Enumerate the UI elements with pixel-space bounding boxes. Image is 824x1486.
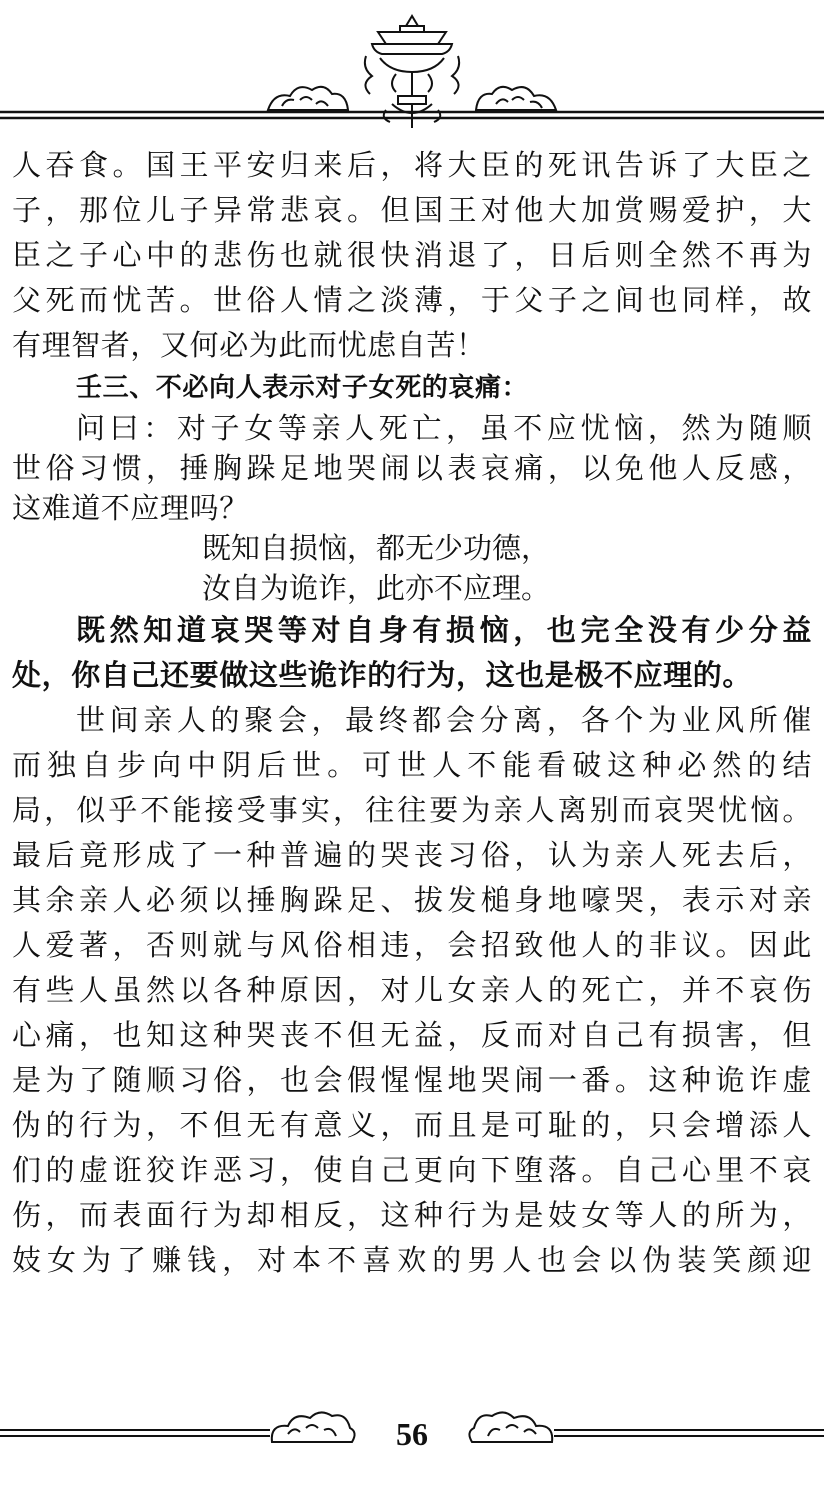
commentary-bold-line: 处，你自己还要做这些诡诈的行为，这也是极不应理的。 xyxy=(12,658,753,692)
verse-line: 汝自为诡诈，此亦不应理。 xyxy=(202,571,551,605)
verse-line: 既知自损恼，都无少功德， xyxy=(202,531,551,565)
body-line: 最后竟形成了一种普遍的哭丧习俗，认为亲人死去后， xyxy=(12,838,812,872)
cloud-ornament-icon xyxy=(272,1412,355,1442)
section-heading: 壬三、不必向人表示对子女死的哀痛： xyxy=(76,373,529,403)
text-line: 有理智者，又何必为此而忧虑自苦！ xyxy=(12,328,486,362)
page-number: 56 xyxy=(396,1416,428,1452)
right-cloud-icon xyxy=(476,87,556,110)
left-cloud-icon xyxy=(268,87,348,110)
body-line: 是为了随顺习俗，也会假惺惺地哭闹一番。这种诡诈虚 xyxy=(12,1063,812,1097)
body-line: 局，似乎不能接受事实，往往要为亲人离别而哀哭忧恼。 xyxy=(12,793,812,827)
body-line: 伤，而表面行为却相反，这种行为是妓女等人的所为， xyxy=(12,1198,812,1232)
body-line: 世间亲人的聚会，最终都会分离，各个为业风所催 xyxy=(76,703,812,737)
question-line: 问曰：对子女等亲人死亡，虽不应忧恼，然为随顺 xyxy=(76,411,812,445)
body-line: 们的虚诳狡诈恶习，使自己更向下堕落。自己心里不哀 xyxy=(12,1153,812,1187)
page-body xyxy=(12,143,812,1283)
text-line: 臣之子心中的悲伤也就很快消退了，日后则全然不再为 xyxy=(12,238,812,272)
body-line: 心痛，也知这种哭丧不但无益，反而对自己有损害，但 xyxy=(12,1018,812,1052)
header-ornament xyxy=(0,0,824,140)
cloud-ornament-icon xyxy=(469,1412,552,1442)
body-line: 而独自步向中阴后世。可世人不能看破这种必然的结 xyxy=(12,748,812,782)
body-line: 妓女为了赚钱，对本不喜欢的男人也会以伪装笑颜迎 xyxy=(12,1243,812,1277)
body-line: 伪的行为，不但无有意义，而且是可耻的，只会增添人 xyxy=(12,1108,812,1142)
text-line: 父死而忧苦。世俗人情之淡薄，于父子之间也同样，故 xyxy=(12,283,812,317)
body-line: 人爱著，否则就与风俗相违，会招致他人的非议。因此 xyxy=(12,928,812,962)
commentary-bold-line: 既然知道哀哭等对自身有损恼，也完全没有少分益 xyxy=(76,613,812,647)
question-line: 这难道不应理吗？ xyxy=(12,491,249,525)
body-line: 其余亲人必须以捶胸跺足、拔发槌身地嚎哭，表示对亲 xyxy=(12,883,812,917)
text-line: 人吞食。国王平安归来后，将大臣的死讯告诉了大臣之 xyxy=(12,148,812,182)
text-line: 子，那位儿子异常悲哀。但国王对他大加赏赐爱护，大 xyxy=(12,193,812,227)
body-line: 有些人虽然以各种原因，对儿女亲人的死亡，并不哀伤 xyxy=(12,973,812,1007)
question-line: 世俗习惯，捶胸跺足地哭闹以表哀痛，以免他人反感， xyxy=(12,451,812,485)
